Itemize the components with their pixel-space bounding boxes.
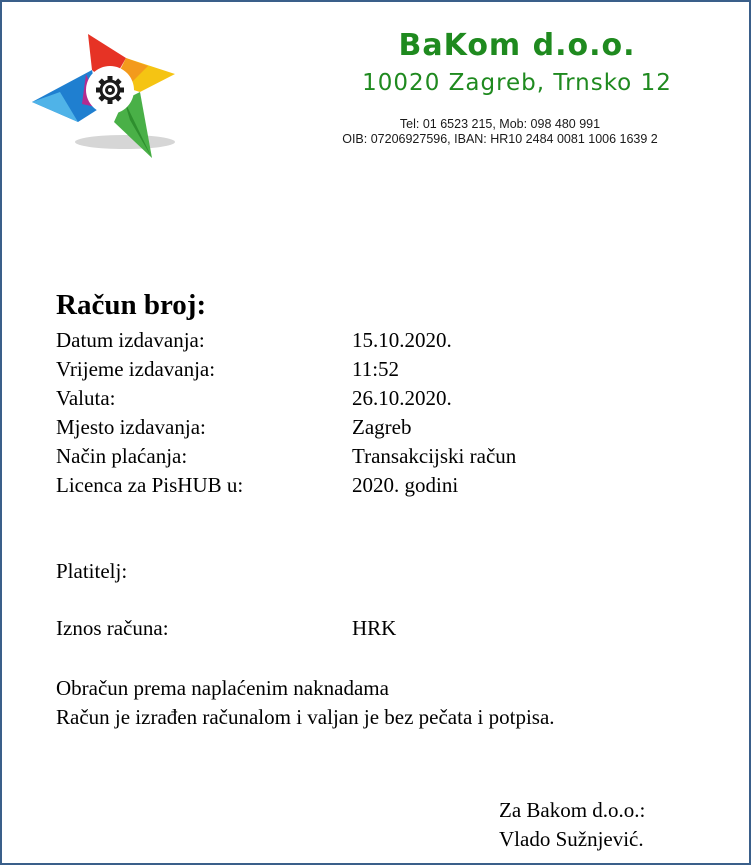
field-value: 11:52 <box>352 357 400 381</box>
field-label: Valuta: <box>56 386 116 410</box>
signature-block <box>499 796 645 854</box>
invoice-field-due-date <box>56 384 516 413</box>
invoice-field-issue-date <box>56 326 516 355</box>
field-value: 2020. godini <box>352 473 459 497</box>
field-value: 15.10.2020. <box>352 328 452 352</box>
logo-center <box>86 66 134 114</box>
invoice-details <box>56 326 516 500</box>
amount-label: Iznos računa: <box>56 616 169 640</box>
invoice-amount <box>56 616 396 641</box>
field-value: 26.10.2020. <box>352 386 452 410</box>
invoice-notes <box>56 674 555 732</box>
invoice-field-issue-time <box>56 355 516 384</box>
signature-signer: Vlado Sužnjević. <box>499 827 644 851</box>
field-label: Mjesto izdavanja: <box>56 415 206 439</box>
field-value: Transakcijski račun <box>352 444 517 468</box>
invoice-title: Račun broj: <box>56 289 207 321</box>
field-label: Datum izdavanja: <box>56 328 205 352</box>
field-label: Vrijeme izdavanja: <box>56 357 216 381</box>
invoice-field-license <box>56 471 516 500</box>
note-line: Obračun prema naplaćenim naknadama <box>56 676 389 700</box>
note-line: Račun je izrađen računalom i valjan je bez pečata i potpisa. <box>56 705 555 729</box>
company-logo <box>30 30 180 160</box>
signature-for-company: Za Bakom d.o.o.: <box>499 798 646 822</box>
company-name: BaKom d.o.o. <box>398 28 636 63</box>
amount-value: HRK <box>352 616 397 640</box>
field-label: Način plaćanja: <box>56 444 188 468</box>
invoice-field-payment-method <box>56 442 516 471</box>
company-ids-line: OIB: 07206927596, IBAN: HR10 2484 0081 1006 1639 2 <box>342 132 658 146</box>
invoice-field-place <box>56 413 516 442</box>
company-contact <box>308 117 692 147</box>
company-address: 10020 Zagreb, Trnsko 12 <box>362 70 672 96</box>
payer-label: Platitelj: <box>56 559 128 583</box>
field-label: Licenca za PisHUB u: <box>56 473 244 497</box>
logo-shadow <box>75 135 175 149</box>
company-phone-line: Tel: 01 6523 215, Mob: 098 480 991 <box>399 117 601 131</box>
field-value: Zagreb <box>352 415 412 439</box>
